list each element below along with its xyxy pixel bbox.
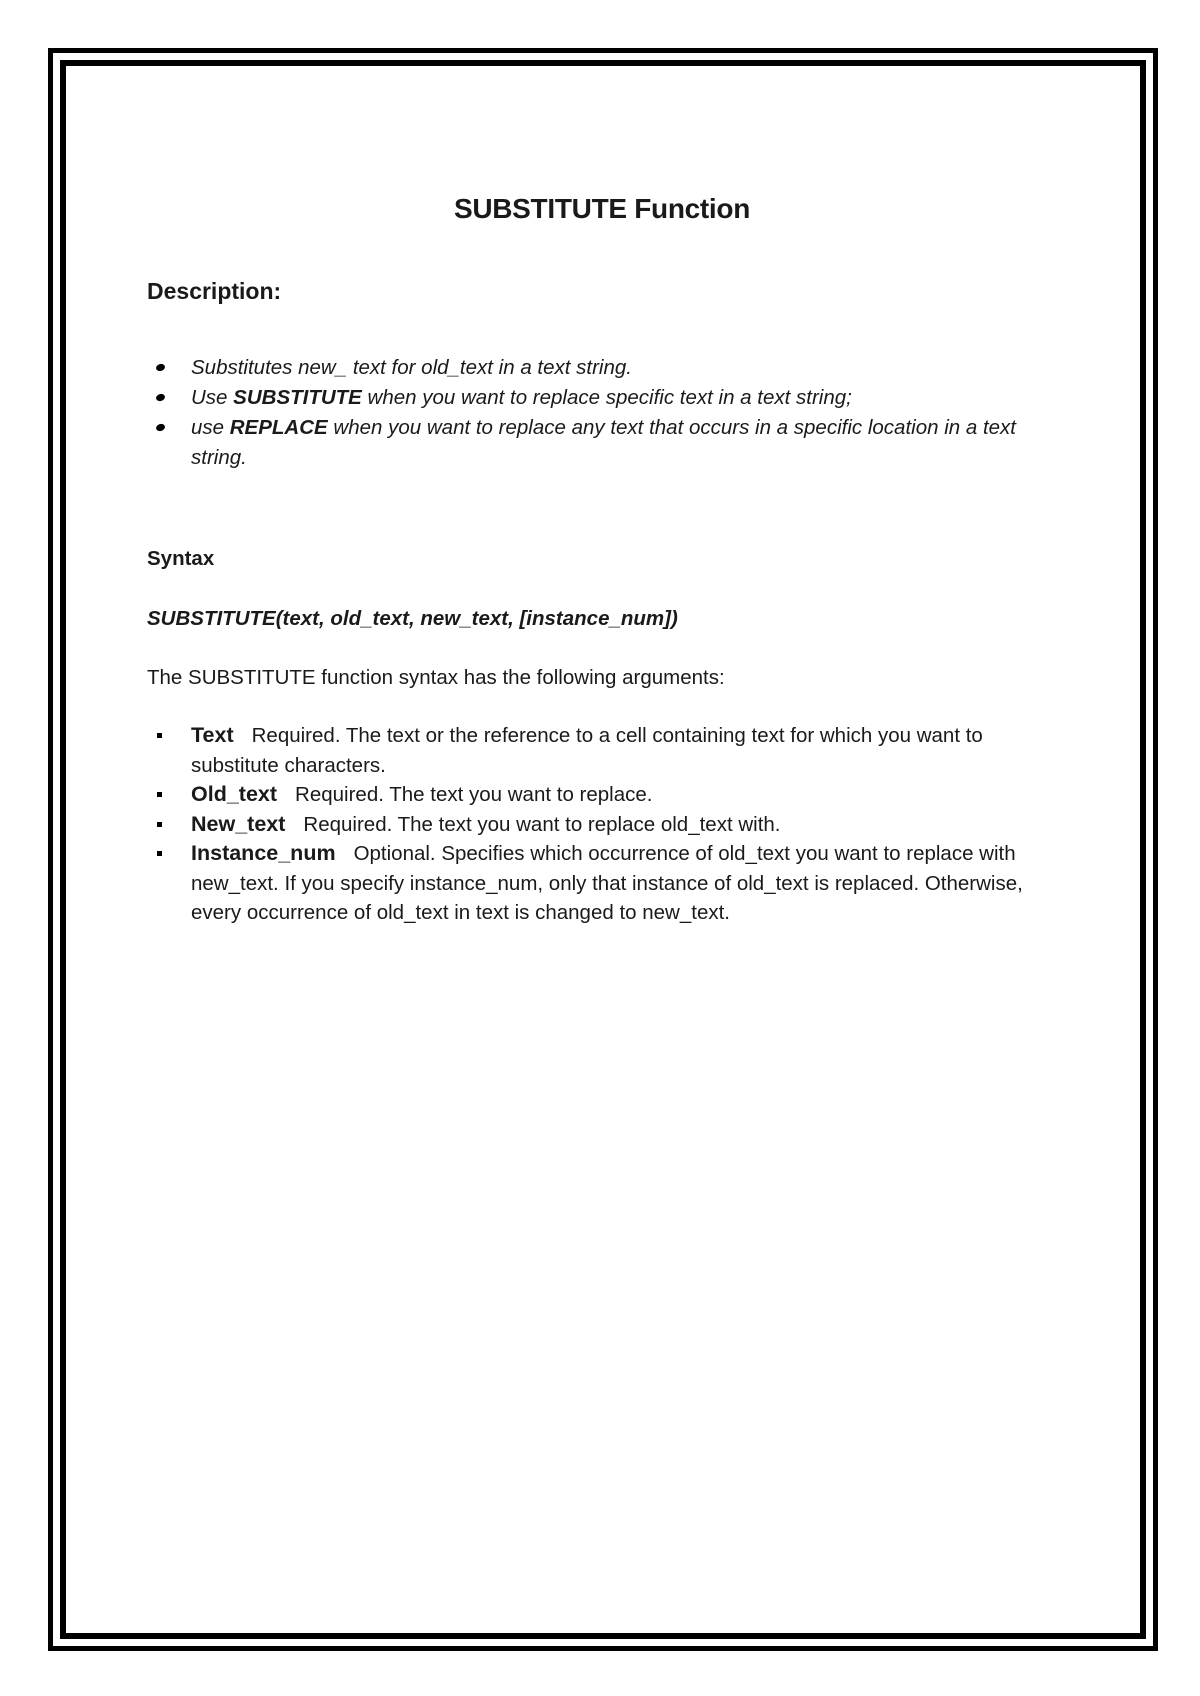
description-item: Use SUBSTITUTE when you want to replace specific text in a text string;: [147, 383, 1027, 413]
argument-name: New_text: [191, 811, 286, 836]
argument-item: [147, 839, 1047, 928]
syntax-signature: SUBSTITUTE(text, old_text, new_text, [instance_num]): [147, 607, 678, 630]
argument-name: Instance_num: [191, 841, 336, 865]
argument-name: Old_text: [191, 782, 278, 806]
argument-name: Text: [191, 723, 234, 747]
argument-description: Required. The text or the reference to a cell containing text for which you want to substitute characters.: [191, 724, 983, 777]
argument-description: Required. The text you want to replace old_text with.: [303, 812, 781, 836]
argument-item: [147, 721, 1047, 780]
argument-description: Optional. Specifies which occurrence of old_text you want to replace with new_text. If you specify instance_num, only that instance of old_text is replaced. Otherwise, every occurrence of old_text in text is changed to new_text.: [191, 842, 1023, 924]
description-item: use REPLACE when you want to replace any text that occurs in a specific location in a text string.: [147, 413, 1027, 473]
argument-description: Required. The text you want to replace.: [295, 783, 653, 806]
argument-item: [147, 810, 1047, 840]
syntax-heading: Syntax: [147, 547, 215, 570]
arguments-list: [147, 721, 1047, 928]
argument-item: [147, 780, 1047, 810]
description-list: [147, 353, 1027, 473]
arguments-intro: The SUBSTITUTE function syntax has the following arguments:: [147, 666, 725, 689]
description-item: Substitutes new_ text for old_text in a text string.: [147, 353, 1027, 383]
description-heading: Description:: [147, 278, 282, 304]
page-title: SUBSTITUTE Function: [453, 193, 751, 224]
